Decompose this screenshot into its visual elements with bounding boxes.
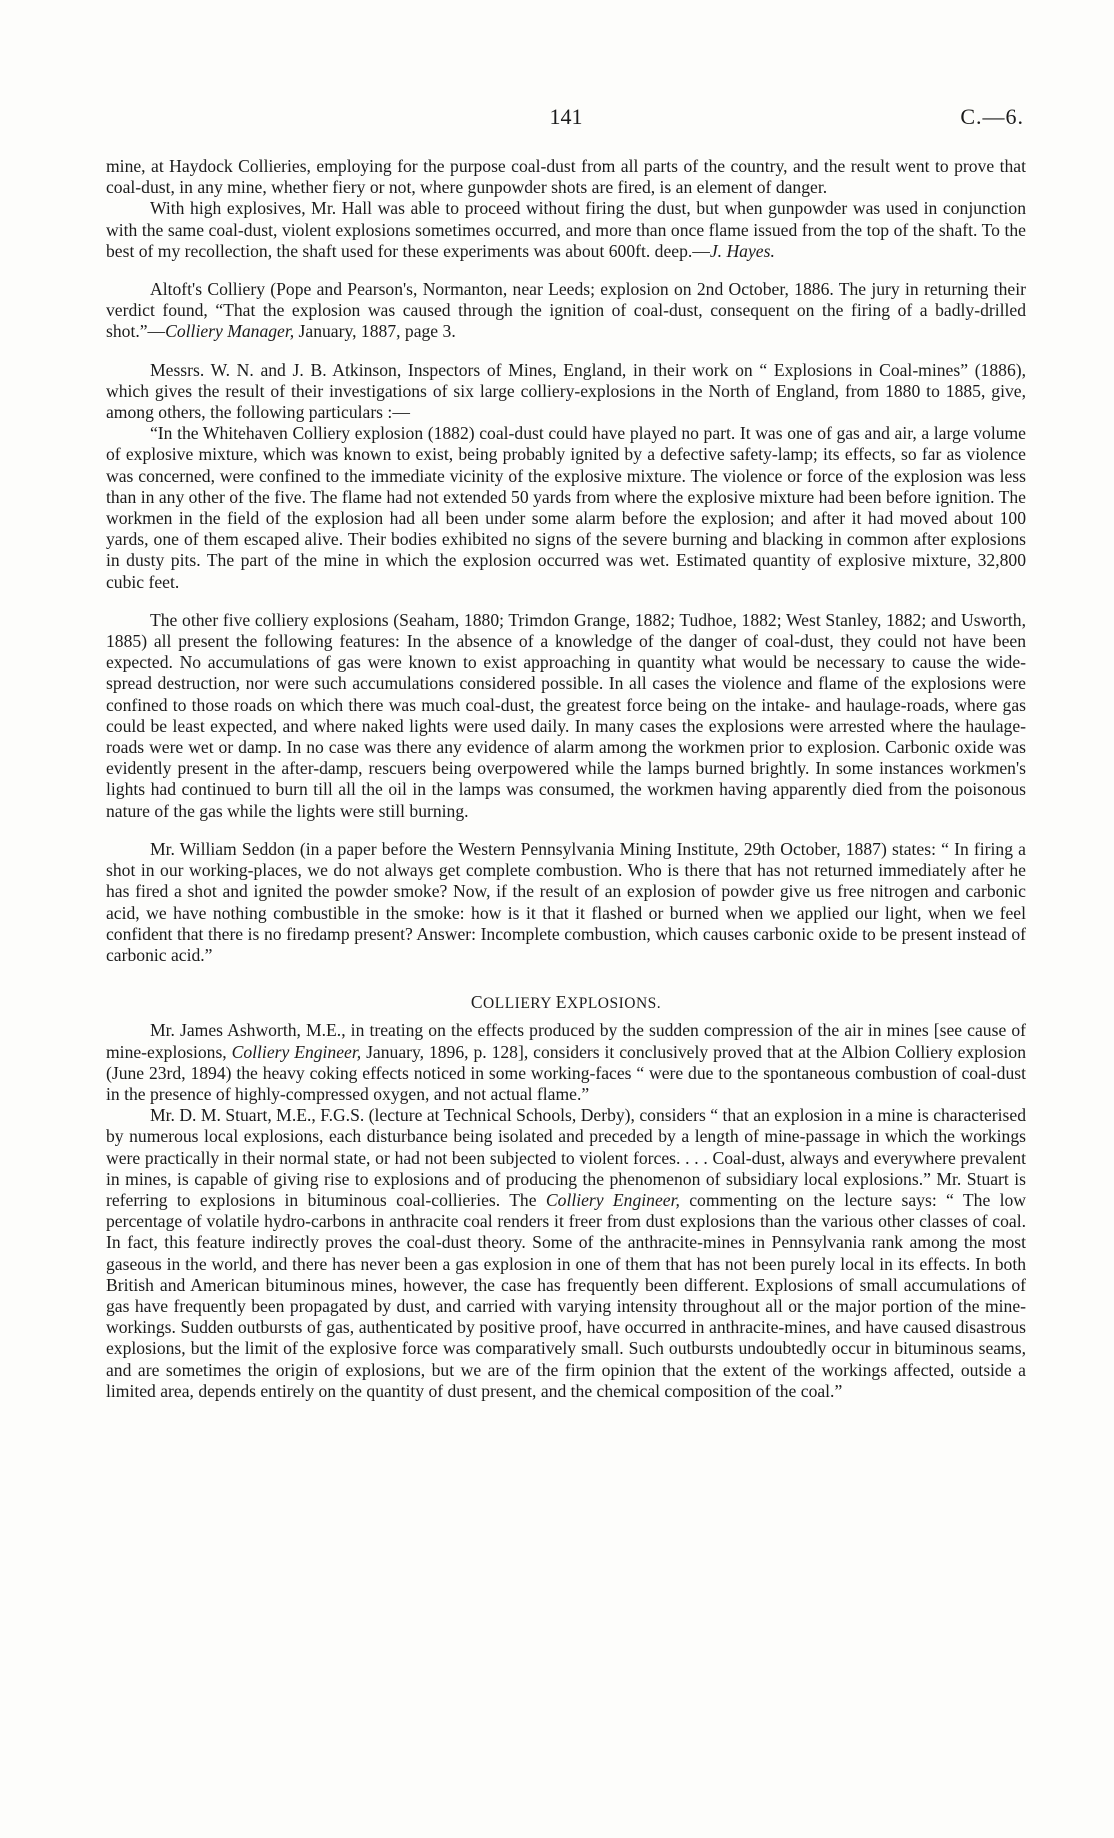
paragraph-atkinson: Messrs. W. N. and J. B. Atkinson, Inspectors of Mines, England, in their work on “ Explosions in Coal-mines” (1886), which gives the result of their investigations of six large colliery-explosions in the North of England, from 1880 to 1885, give, among others, the following particulars :— (106, 359, 1026, 423)
paragraph-seddon: Mr. William Seddon (in a paper before the Western Pennsylvania Mining Institute, 29th October, 1887) states: “ In firing a shot in our working-places, we do not always get complete combustion. Who is there that has not returned immediately after he has fired a shot and ignited the powder smoke? Now, if the result of an explosion of powder give us free nitrogen and carbonic acid, we have nothing combustible in the smoke: how is it that it flashed or burned when we applied our light, when we feel confident that there is no firedamp present? Answer: Incomplete combustion, which causes carbonic oxide to be present instead of carbonic acid.” (106, 838, 1026, 965)
citation-hayes: J. Hayes. (709, 240, 775, 261)
page-header (108, 104, 1024, 134)
paragraph-five-explosions: The other five colliery explosions (Seaham, 1880; Trimdon Grange, 1882; Tudhoe, 1882; West Stanley, 1882; and Usworth, 1885) all present the following features: In the absence of a knowledge of the danger of coal-dust, they could not have been expected. No accumulations of gas were known to exist approaching in quantity what would be necessary to cause the wide-spread destruction, nor were such accumulations considered possible. In all cases the violence and flame of the explosions were confined to those roads on which there was much coal-dust, the greatest force being on the intake- and haulage-roads, where gas could be least expected, and where naked lights were used daily. In many cases the explosions were arrested where the haulage-roads were wet or damp. In no case was there any evidence of alarm among the workmen prior to explosion. Carbonic oxide was evidently present in the after-damp, rescuers being overpowered while the lamps burned brightly. In some instances workmen's lights had continued to burn till all the oil in the lamps was consumed, the workmen having apparently died from the poisonous nature of the gas while the lights were still burning. (106, 609, 1026, 821)
paragraph-ashworth: Mr. James Ashworth, M.E., in treating on the effects produced by the sudden compression of the air in mines [see cause of mine-explosions, Colliery Engineer, January, 1896, p. 128], considers it conclusively proved that at the Albion Colliery explosion (June 23rd, 1894) the heavy coking effects noticed in some working-faces “ were due to the spontaneous combustion of coal-dust in the presence of highly-compressed oxygen, and not actual flame.” (106, 1020, 1027, 1104)
page-body (106, 156, 1026, 1402)
paragraph-whitehaven-quote: “In the Whitehaven Colliery explosion (1882) coal-dust could have played no part. It was one of gas and air, a large volume of explosive mixture, which was known to exist, being probably ignited by a defective safety-lamp; its effects, so far as violence was concerned, were confined to the immediate vicinity of the explosive mixture. The violence or force of the explosion was less than in any other of the five. The flame had not extended 50 yards from where the explosive mixture had been before ignition. The workmen in the field of the explosion had all been under some alarm before the explosion; and after it had moved about 100 yards, one of them escaped alive. Their bodies exhibited no signs of the severe burning and blacking in common after explosions in dusty pits. The part of the mine in which the explosion occurred was wet. Estimated quantity of explosive mixture, 32,800 cubic feet. (106, 423, 1026, 592)
page-number: 141 (549, 104, 583, 129)
paragraph-haydock: mine, at Haydock Collieries, employing for the purpose coal-dust from all parts of the country, and the result went to prove that coal-dust, in any mine, whether fiery or not, where gunpowder shots are fired, is an element of danger. (106, 156, 1026, 198)
citation-colliery-engineer: Colliery Engineer, (231, 1041, 362, 1062)
section-heading: COLLIERY EXPLOSIONS. (470, 992, 662, 1013)
section-code: C.—6. (960, 104, 1024, 129)
paragraph-high-explosives: With high explosives, Mr. Hall was able to proceed without firing the dust, but when gunpowder was used in conjunction with the same coal-dust, violent explosions sometimes occurred, and more than once flame issued from the top of the shaft. To the best of my recollection, the shaft used for these experiments was about 600ft. deep.—J. Hayes. (106, 198, 1026, 261)
paragraph-altofts: Altoft's Colliery (Pope and Pearson's, Normanton, near Leeds; explosion on 2nd October, 1886. The jury in returning their verdict found, “That the explosion was caused through the ignition of coal-dust, consequent on the firing of a badly-drilled shot.”—Colliery Manager, January, 1887, page 3. (106, 279, 1026, 342)
citation-colliery-engineer-2: Colliery Engineer, (545, 1189, 680, 1210)
citation-colliery-manager: Colliery Manager, (165, 321, 295, 342)
paragraph-stuart: Mr. D. M. Stuart, M.E., F.G.S. (lecture at Technical Schools, Derby), considers “ that an explosion in a mine is characterised by numerous local explosions, each disturbance being isolated and preceded by a length of mine-passage in which the workings were practically in their normal state, or had not been subjected to violent forces. . . . Coal-dust, always and everywhere prevalent in mines, is capable of giving rise to explosions and of producing the phenomenon of subsidiary local explosions.” Mr. Stuart is referring to explosions in bituminous coal-collieries. The Colliery Engineer, commenting on the lecture says: “ The low percentage of volatile hydro-carbons in anthracite coal renders it freer from dust explosions than the various other classes of coal. In fact, this feature indirectly proves the coal-dust theory. Some of the anthracite-mines in Pennsylvania rank among the most gaseous in the world, and there has never been a gas explosion in one of them that has not been purely local in its effects. In both British and American bituminous mines, however, the case has frequently been different. Explosions of small accumulations of gas have frequently been propagated by dust, and carried with varying intensity throughout all or the major portion of the mine-workings. Sudden outbursts of gas, authenticated by positive proof, have occurred in anthracite-mines, and have caused disastrous explosions, but the limit of the explosive force was comparatively small. Such outbursts undoubtedly occur in bituminous seams, and are sometimes the origin of explosions, but we are of the firm opinion that the extent of the workings affected, outside a limited area, depends entirely on the quantity of dust present, and the chemical composition of the coal.” (106, 1105, 1026, 1401)
